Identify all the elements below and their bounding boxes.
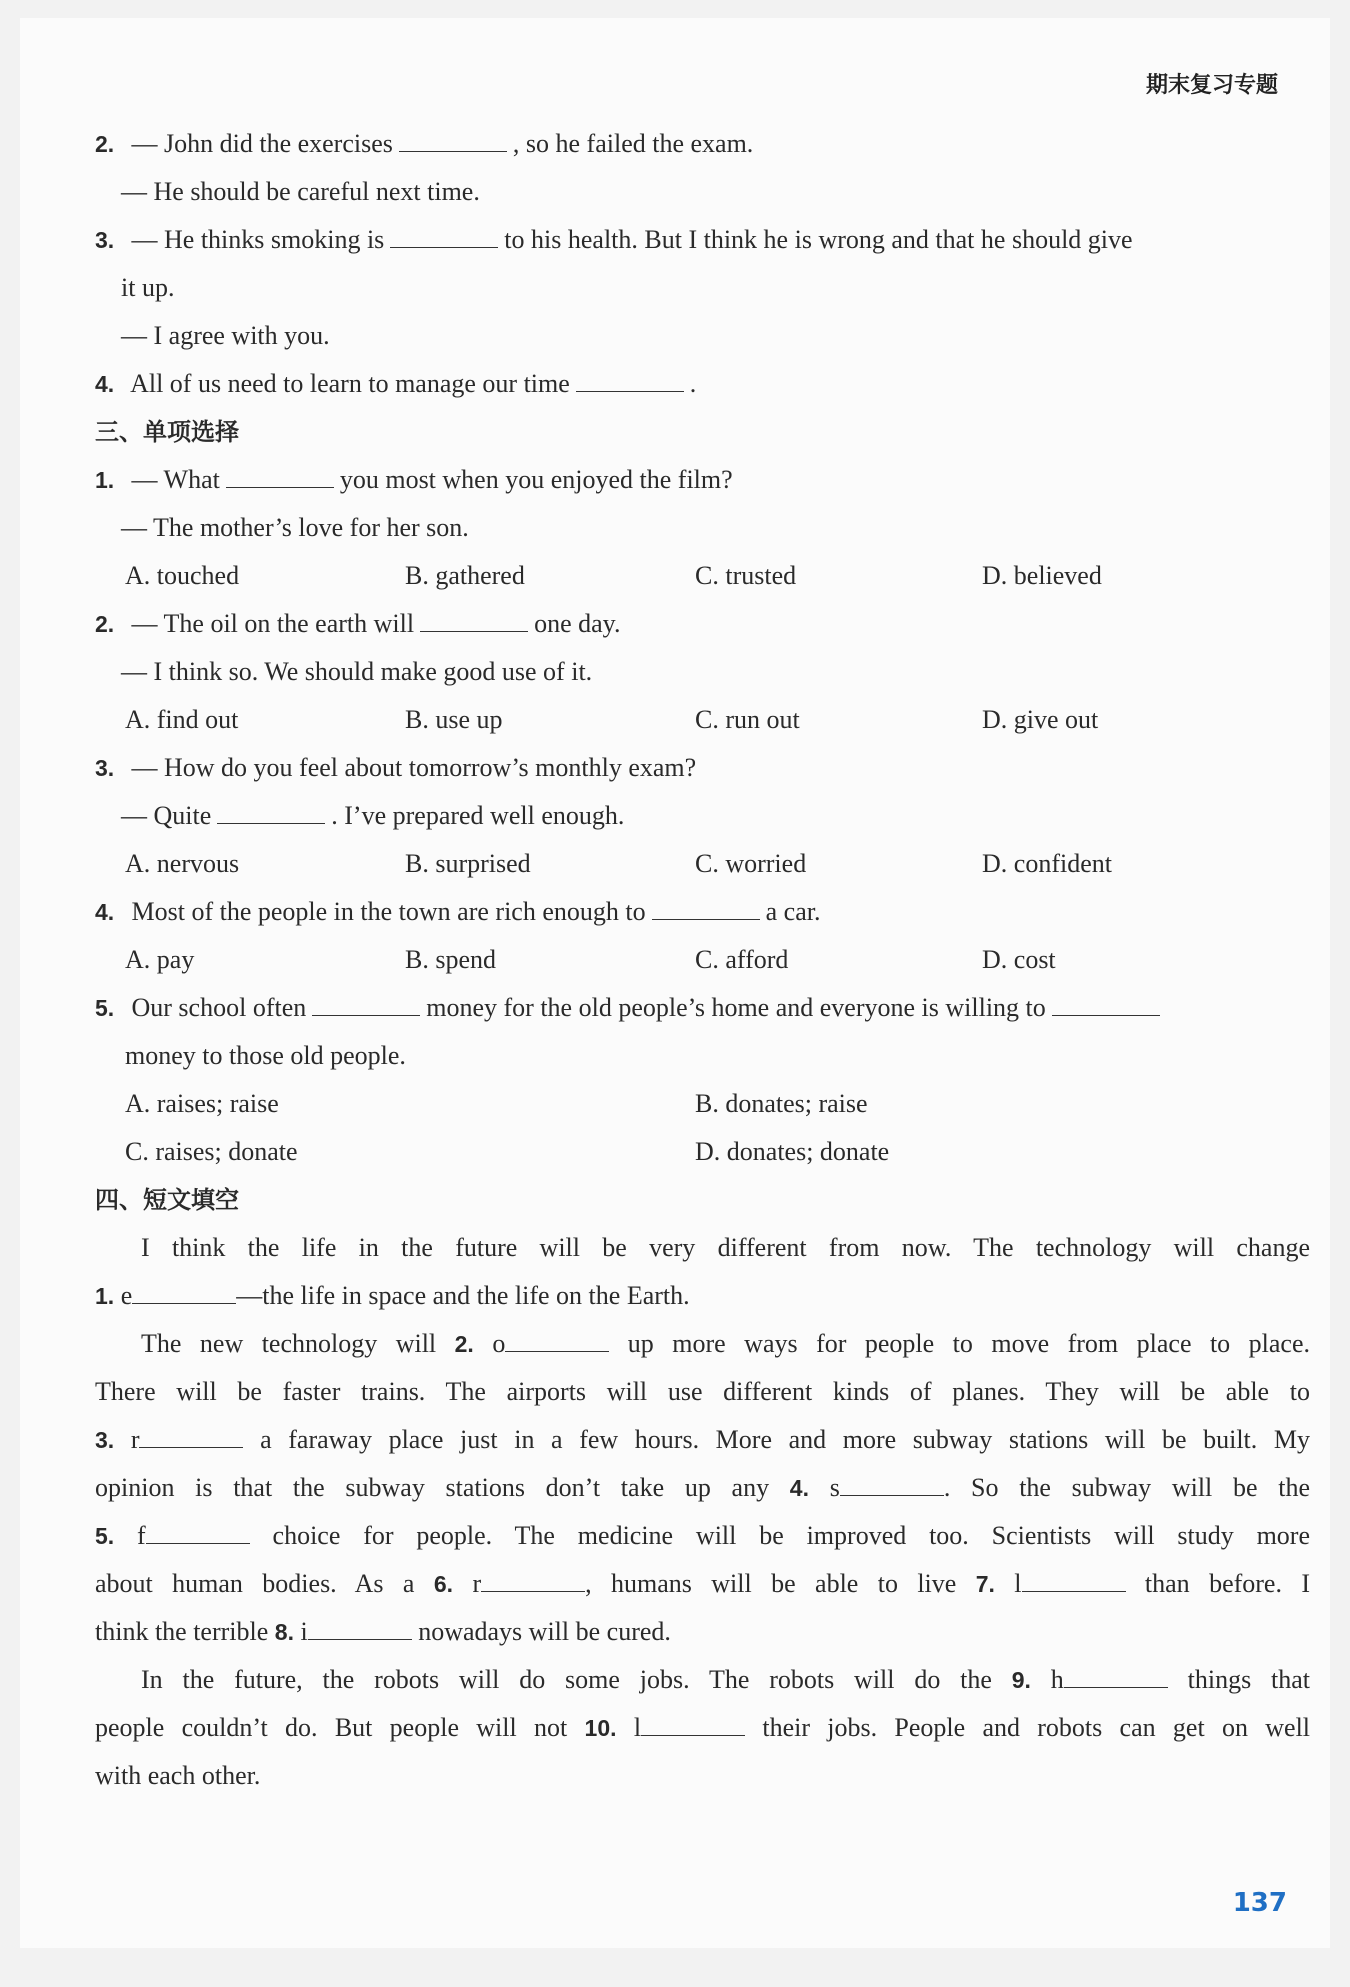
content (95, 120, 1310, 1800)
passage-line (95, 1368, 1310, 1416)
p2-q3-reply (95, 312, 1310, 360)
option-c[interactable]: C. trusted (695, 561, 797, 590)
p3-q3-line (95, 744, 1310, 792)
p3-q5-line (95, 984, 1310, 1032)
passage-text: nowadays will be cured. (418, 1617, 671, 1646)
answer-blank[interactable] (576, 367, 684, 392)
p2-q2-line (95, 120, 1310, 168)
question-text: money to those old people. (125, 1041, 406, 1070)
option-a[interactable]: A. find out (125, 705, 239, 734)
answer-blank[interactable] (1064, 1663, 1168, 1688)
question-text: — How do you feel about tomorrow’s monthly exam? (131, 753, 697, 782)
option-c[interactable]: C. afford (695, 945, 789, 974)
reply-text: — He should be careful next time. (121, 177, 480, 206)
option-b[interactable]: B. donates; raise (695, 1089, 868, 1118)
p3-q3-options (95, 840, 1310, 888)
p2-q3-line (95, 216, 1310, 264)
option-a[interactable]: A. nervous (125, 849, 240, 878)
question-number: 5. (95, 995, 115, 1021)
passage-line (95, 1608, 1310, 1656)
option-c[interactable]: C. run out (695, 705, 800, 734)
question-number: 4. (95, 371, 115, 397)
passage-line (95, 1512, 1310, 1560)
option-d[interactable]: D. cost (982, 945, 1056, 974)
blank-number: 3. (95, 1427, 115, 1453)
p3-q2-options (95, 696, 1310, 744)
blank-number: 10. (584, 1715, 617, 1741)
initial-letter: l (633, 1713, 642, 1742)
blank-number: 7. (975, 1571, 995, 1597)
question-number: 2. (95, 131, 115, 157)
initial-letter: e (120, 1281, 133, 1310)
blank-number: 9. (1011, 1667, 1031, 1693)
passage-text: I think the life in the future will be very different from now. The technology will change (141, 1233, 1310, 1262)
passage-line (95, 1416, 1310, 1464)
question-number: 2. (95, 611, 115, 637)
p3-q2-reply (95, 648, 1310, 696)
option-b[interactable]: B. spend (405, 945, 496, 974)
blank-number: 6. (433, 1571, 454, 1597)
initial-letter: h (1050, 1665, 1064, 1694)
p3-q5-options-row2 (95, 1128, 1310, 1176)
question-text: — John did the exercises (131, 129, 393, 158)
passage-text: than before. I (1144, 1569, 1311, 1598)
blank-number: 5. (95, 1523, 115, 1549)
question-text: to his health. But I think he is wrong and that he should give (504, 225, 1133, 254)
passage-text: . So the subway will be the (943, 1473, 1311, 1502)
option-b[interactable]: B. use up (405, 705, 503, 734)
passage-text: —the life in space and the life on the Earth. (236, 1281, 690, 1310)
option-b[interactable]: B. gathered (405, 561, 525, 590)
p3-q5-options-row1 (95, 1080, 1310, 1128)
p3-q4-line (95, 888, 1310, 936)
question-text: — What (131, 465, 220, 494)
p3-q2-line (95, 600, 1310, 648)
passage-line (95, 1272, 1310, 1320)
section-title-4: 四、短文填空 (95, 1186, 239, 1214)
worksheet-page (20, 18, 1330, 1948)
answer-blank[interactable] (308, 1615, 412, 1640)
answer-blank[interactable] (226, 463, 334, 488)
question-number: 3. (95, 227, 115, 253)
header-tag: 期末复习专题 (1145, 73, 1278, 98)
reply-text: — The mother’s love for her son. (121, 513, 469, 542)
blank-number: 8. (274, 1619, 294, 1645)
question-text: one day. (534, 609, 621, 638)
passage-text: opinion is that the subway stations don’t take up any (95, 1473, 770, 1502)
passage-text: choice for people. The medicine will be improved too. Scientists will study more (272, 1521, 1311, 1550)
p3-q1-line (95, 456, 1310, 504)
passage-line (95, 1656, 1310, 1704)
question-text: , so he failed the exam. (512, 129, 754, 158)
option-d[interactable]: D. confident (982, 849, 1112, 878)
option-c[interactable]: C. worried (695, 849, 807, 878)
passage-text: There will be faster trains. The airports will use different kinds of planes. They will be able to (95, 1377, 1310, 1406)
passage-text: about human bodies. As a (95, 1569, 415, 1598)
passage-line (95, 1752, 1310, 1800)
answer-blank[interactable] (399, 127, 507, 152)
option-a[interactable]: A. pay (125, 945, 195, 974)
passage-text: up more ways for people to move from place to place. (627, 1329, 1311, 1358)
reply-text: — Quite (121, 801, 212, 830)
p3-q3-reply (95, 792, 1310, 840)
initial-letter: l (1014, 1569, 1022, 1598)
option-b[interactable]: B. surprised (405, 849, 531, 878)
answer-blank[interactable] (420, 607, 528, 632)
reply-text: — I agree with you. (121, 321, 330, 350)
passage-line (95, 1704, 1310, 1752)
p3-q1-reply (95, 504, 1310, 552)
passage-text: their jobs. People and robots can get on well (762, 1713, 1311, 1742)
initial-letter: r (472, 1569, 482, 1598)
passage-text: , humans will be able to live (585, 1569, 957, 1598)
answer-blank[interactable] (217, 799, 325, 824)
initial-letter: f (137, 1521, 146, 1550)
initial-letter: o (492, 1329, 506, 1358)
question-text: money for the old people’s home and everyone is willing to (426, 993, 1046, 1022)
answer-blank[interactable] (505, 1327, 609, 1352)
passage-line (95, 1560, 1310, 1608)
answer-blank[interactable] (652, 895, 760, 920)
blank-number: 2. (454, 1331, 474, 1357)
answer-blank[interactable] (1022, 1567, 1126, 1592)
question-number: 3. (95, 755, 115, 781)
reply-text: — I think so. We should make good use of it. (121, 657, 593, 686)
blank-number: 4. (789, 1475, 809, 1501)
question-text: Most of the people in the town are rich enough to (131, 897, 646, 926)
p2-q2-reply (95, 168, 1310, 216)
passage-text: The new technology will (141, 1329, 437, 1358)
answer-blank[interactable] (1052, 991, 1160, 1016)
initial-letter: s (829, 1473, 840, 1502)
passage-line (95, 1320, 1310, 1368)
question-text: you most when you enjoyed the film? (339, 465, 733, 494)
passage-line (95, 1464, 1310, 1512)
section-title-3: 三、单项选择 (95, 418, 239, 446)
question-text: All of us need to learn to manage our time (130, 369, 570, 398)
answer-blank[interactable] (641, 1711, 745, 1736)
question-text: . (689, 369, 697, 398)
passage-text: things that (1187, 1665, 1311, 1694)
p2-q4-line (95, 360, 1310, 408)
answer-blank[interactable] (481, 1567, 585, 1592)
question-text: a car. (765, 897, 821, 926)
initial-letter: r (130, 1425, 140, 1454)
answer-blank[interactable] (390, 223, 498, 248)
answer-blank[interactable] (312, 991, 420, 1016)
reply-text: . I’ve prepared well enough. (331, 801, 625, 830)
question-text: — He thinks smoking is (131, 225, 385, 254)
option-c[interactable]: C. raises; donate (125, 1137, 298, 1166)
answer-blank[interactable] (132, 1279, 236, 1304)
passage-text: with each other. (95, 1761, 261, 1790)
answer-blank[interactable] (840, 1471, 944, 1496)
option-a[interactable]: A. touched (125, 561, 240, 590)
option-a[interactable]: A. raises; raise (125, 1089, 279, 1118)
passage-text: In the future, the robots will do some jobs. The robots will do the (141, 1665, 992, 1694)
initial-letter: i (300, 1617, 308, 1646)
p3-q1-options (95, 552, 1310, 600)
option-d[interactable]: D. donates; donate (695, 1137, 890, 1166)
page-number: 137 (1232, 1888, 1287, 1918)
question-text: it up. (121, 273, 175, 302)
question-number: 4. (95, 899, 115, 925)
answer-blank[interactable] (146, 1519, 250, 1544)
question-text: — The oil on the earth will (131, 609, 415, 638)
passage-text: a faraway place just in a few hours. More and more subway stations will be built. My (260, 1425, 1311, 1454)
p3-q4-options (95, 936, 1310, 984)
blank-number: 1. (95, 1283, 115, 1309)
question-text: Our school often (131, 993, 307, 1022)
option-d[interactable]: D. believed (982, 561, 1102, 590)
option-d[interactable]: D. give out (982, 705, 1099, 734)
passage-text: think the terrible (95, 1617, 269, 1646)
p3-q5-cont (95, 1032, 1310, 1080)
answer-blank[interactable] (139, 1423, 243, 1448)
p2-q3-cont (95, 264, 1310, 312)
passage-text: people couldn’t do. But people will not (95, 1713, 568, 1742)
question-number: 1. (95, 467, 115, 493)
passage-line (95, 1224, 1310, 1272)
